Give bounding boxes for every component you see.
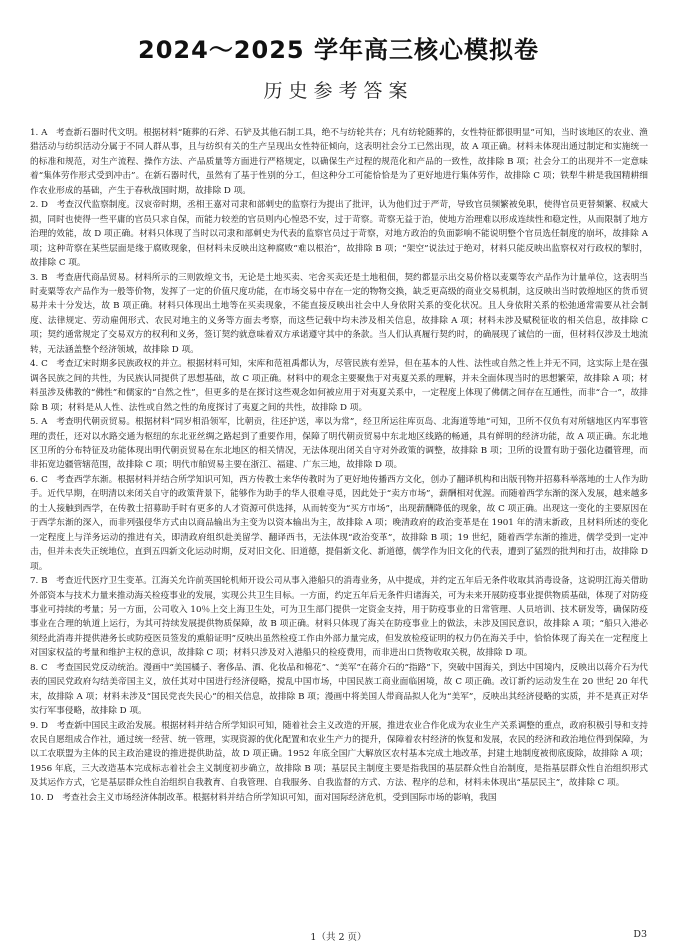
answer-item-7: 7. B 考查近代医疗卫生变革。江海关允许前英国轮机师开设公司从事入港船只的消毒业务，从中提成，并约定五年后无条件收取其消毒设备，这说明江海关借助外部资本与技术力量来推动海关检疫事业的发展，实现公共卫生目标。一方面，约定五年后无条件归诸海关，可为未来开展防疫事业提供物质基础，体现了对防疫事业可持续的考量；另一方面，公司收入 10％上交上海卫生处，可为卫生部门提供一定资金支持，用于防疫事业的日常管理、人员培训、技术研发等，确保防疫事业在合理的轨道上运行，为其可持续发展提供物质保障，故 B 项正确。材料只体现了海关在防疫事业上的做法，未涉及国民意识，故排除 A 项；“船只入港必须经此消毒并提供港务长或防疫医员签发的熏船证明”反映出虽然检疫工作由外部力量完成，但发放检疫证明的权力仍在海关手中，恰恰体现了海关在一定程度上对国家权益的考量和维护主权的意识，故排除 C 项；材料只涉及对入港船只的检疫费用，而非进出口货物收取关税，故排除 D 项。 — [30, 576, 648, 659]
answer-item-4: 4. C 考查辽宋时期多民族政权的并立。根据材料可知，宋库和范祖禹都认为，尽管民族有差异，但在基本的人性、法性或自然之性上并无不同，这实际上是在强调各民族之间的共性，为民族认同提供了思想基础，故 C 项正确。材料中的观念主要聚焦于对夷夏关系的理解，并未全面体现当时的思想繁荣，故排除 A 项；材料虽涉及佛教的“佛性”和儒家的“自然之性”，但更多的是在探讨这些观念如何被应用于对夷夏关系中，一定程度上体现了佛儒之间存在互通性，而非“合一”，故排除 B 项；材料是从人性、法性或自然之性的角度探讨了夷夏之间的共性，故排除 D 项。 — [30, 359, 648, 413]
answers-body — [30, 126, 648, 903]
document-subtitle: 历史参考答案 — [263, 80, 414, 102]
answer-item-1: 1. A 考查新石器时代文明。根据材料“随葬的石斧、石铲及其他石制工具，绝不与纺轮共存；凡有纺轮随葬的，女性特征都很明显”可知，当时该地区的农业、渔猎活动与纺织活动分属于不同人群从事，且与纺织有关的生产呈现出女性特征倾向，这表明社会分工已然出现，故 A 项正确。材料未体现出通过制定和实施统一的标准和规范，对生产流程、操作方法、产品质量等方面进行严格规定，以确保生产过程的规范化和产品的一致性，故排除 B 项；社会分工的出现并不一定意味着“集体劳作形式受到冲击”。在新石器时代，虽然有了基于性别的分工，但这种分工可能恰恰是为了更好地进行集体劳作，故排除 C 项；铁犁牛耕是我国精耕细作农业形成的基础，产生于春秋战国时期，故排除 D 项。 — [30, 128, 648, 196]
answer-item-9: 9. D 考查新中国民主政治发展。根据材料并结合所学知识可知，随着社会主义改造的开展，推进农业合作化成为农业生产关系调整的重点，政府积极引导和支持农民自愿组成合作社，通过统一经营、统一管理，实现资源的优化配置和农业生产力的提升，保障着农村经济的恢复和发展，农民的经济和政治地位得到保障，为以工农联盟为主体的民主政治建设的推进提供助益，故 D 项正确。1952 年底全国广大解放区农村基本完成土地改革，封建土地制度被彻底废除，故排除 A 项；1956 年底，三大改造基本完成标志着社会主义制度初步确立，故排除 B 项；基层民主制度主要是指我国的基层群众性自治制度，是指基层群众性自治组织形式及其运作方式，它是基层群众性自治组织自我教育、自我管理、自我服务、自我监督的方式、方法、程序的总和，材料未体现出“基层民主”，故排除 C 项。 — [30, 720, 648, 789]
answer-item-5: 5. A 考查明代朝贡贸易。根据材料“同岁相沿领军，比朝贡，往还护送，率以为常”，经卫所运往库页岛、北海道等地“可知，卫所不仅负有对所辖地区内军事管理的责任，还对以水路交通为枢纽的东北亚丝绸之路起到了重要作用，保障了明代朝贡贸易中东北地区线路的畅通，具有鲜明的经济功能，故 A 项正确。东北地区卫所的分布特征及功能体现出明代朝贡贸易在东北地区的相关情况，无法体现出闭关自守对外政策的调整，故排除 B 项；卫所的设置有助于强化边疆管理，而非拓宽边疆管辖范围，故排除 C 项；明代市舶贸易主要在浙江、福建、广东三地，故排除 D 项。 — [30, 417, 648, 471]
document-code: D3 — [633, 929, 647, 940]
answer-item-3: 3. B 考查唐代商品贸易。材料所示的三则敦煌文书，无论是土地买卖、宅舍买卖还是土地租佃，契约都显示出交易价格以麦粟等农产品作为计量单位，这表明当时麦粟等农产品作为一般等价物，发挥了一定的价值尺度功能，在市场交易中存在一定的物物交换，缺乏更高级的商业交易机制，这反映出当时敦煌地区的货币贸易并未十分发达，故 B 项正确。材料只体现出土地等在买卖现象，不能直接反映出社会中人身依附关系的变化状况。且人身依附关系的松弛通常需要从社会制度、法律规定、劳动雇佣形式、农民对地主的义务等方面去考察，而这些记载中均未涉及相关信息，故排除 A 项；材料未涉及赋税征收的相关信息，故排除 C 项；契约通常规定了交易双方的权利和义务，签订契约就意味着双方承诺遵守其中的条款。当人们认真履行契约时，的确展现了诚信的一面，但材料仅涉及土地流转，无法涵盖整个经济领域，故排除 D 项。 — [30, 272, 648, 355]
document-title: 2024～2025 学年高三核心模拟卷 — [138, 36, 539, 64]
answer-item-6: 6. C 考查西学东渐。根据材料并结合所学知识可知，西方传教士来华传教时为了更好地传播西方文化，创办了翻译机构和出版刊物并招募科举落地的士人作为助手。近代早期，在明清以来闭关自守的政策背景下，能够作为助手的华人很难寻觅，因此处于“卖方市场”，薪酬相对优渥。而随着西学东渐的深入发展，越来越多的士人接触到西学，在传教士招募助手时有更多的人才资源可供选择，从而转变为“买方市场”，出现薪酬降低的现象，故 C 项正确。出现这一变化的主要原因在于西学东渐的深入，而非列强侵华方式由以商品输出为主变为以资本输出为主，故排除 A 项；晚清政府的政治变革是在 1901 年的清末新政，且材料所述的变化一定程度上与洋务运动的推进有关，即清政府组织赴美留学、翻译西书，无法体现“政治变革”，故排除 B 项；19 世纪，随着西学东渐的推进，儒学受到一定冲击，但并未丧失正统地位，直到五四新文化运动时期，反对旧文化、旧道德，提倡新文化、新道德，儒学作为旧文化的代表，遭到了猛烈的批判和打击，故排除 D 项。 — [30, 474, 648, 572]
page-number: 1（共 2 页） — [310, 932, 367, 943]
answer-item-10: 10. D 考查社会主义市场经济体制改革。根据材料并结合所学知识可知，面对国际经济危机，受到国际市场的影响，我国 — [30, 792, 497, 803]
answer-item-8: 8. C 考查国民党反动统治。漫画中“美国橘子、奢侈品、酒、化妆品和棉花”、“美军”在蒋介石的“指路”下，突破中国海关，到达中国境内，反映出以蒋介石为代表的国民党政府勾结美帝国主义，放任其对中国进行经济侵略，搅乱中国市场，中国民族工商业面临困境，故 C 项正确。改订新约运动发生在 20 世纪 20 年代末，故排除 A 项；材料未涉及“国民党丧失民心”的相关信息，故排除 B 项；漫画中将美国人带商品拟人化为“美军”，反映出其经济侵略的实质，并不是真正对华实行军事侵略，故排除 D 项。 — [30, 662, 648, 717]
answer-item-2: 2. D 考查汉代监察制度。汉哀帝时期，丞相王嘉对司隶和部刺史的监察行为提出了批评，认为他们过于严苛，导致官员频繁被免职，使得官员更替频繁、权威大损，同时也使得一些平庸的官员只求自保，而能力较差的官员则内心惶恐不安，过于苛察。苛察无益于治，使地方治理难以形成连续性和稳定性，从而限制了地方治理的效能，故 D 项正确。材料只体现了当时以司隶和部刺史为代表的监察官员过于苛察，对地方政治的负面影响不能说明整个官员选任制度的崩坏，故排除 A 项；这种苛察在某些层面是缘于腐败现象，但材料未反映出这种腐败“难以根治”，故排除 B 项；“架空”说法过于绝对，材料只能反映出监察权对行政权的掣肘，故排除 C 项。 — [30, 200, 648, 269]
